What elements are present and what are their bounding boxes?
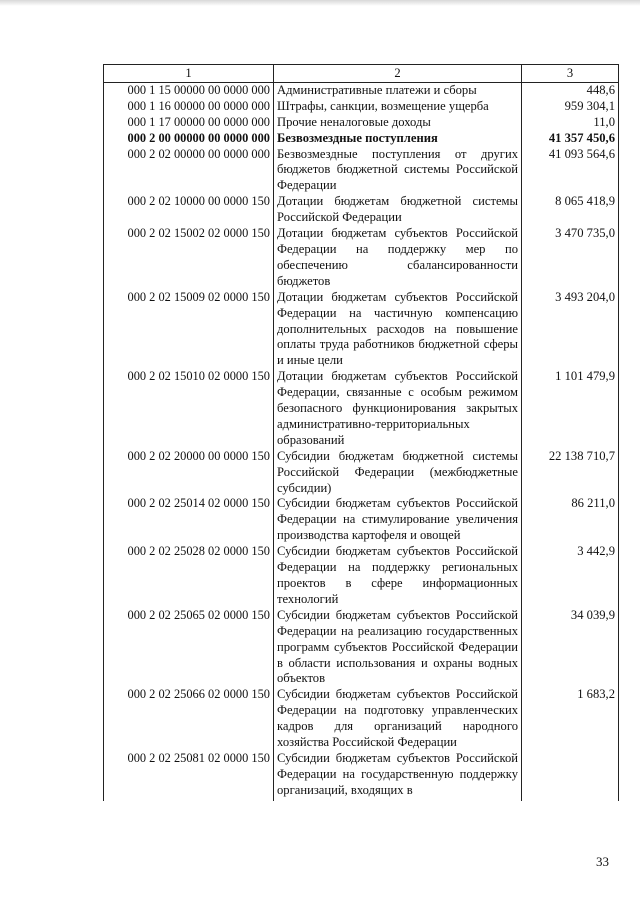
budget-code-cell: 000 2 02 15002 02 0000 150 xyxy=(104,226,274,290)
budget-code-cell: 000 1 15 00000 00 0000 000 xyxy=(104,82,274,98)
budget-code-cell: 000 2 02 15009 02 0000 150 xyxy=(104,290,274,370)
budget-code-cell: 000 2 02 25028 02 0000 150 xyxy=(104,544,274,608)
revenue-name-cell: Субсидии бюджетам субъектов Российской Федерации на поддержку региональных проектов в сфере информационных технологий xyxy=(274,544,522,608)
table-row xyxy=(104,226,619,290)
budget-code-cell: 000 1 16 00000 00 0000 000 xyxy=(104,99,274,115)
amount-cell: 8 065 418,9 xyxy=(522,194,619,226)
revenue-name-cell: Дотации бюджетам субъектов Российской Федерации, связанные с особым режимом безопасного функционирования закрытых административно-территориальных образований xyxy=(274,369,522,449)
table-row xyxy=(104,687,619,751)
table-row xyxy=(104,194,619,226)
revenue-name-cell: Безвозмездные поступления от других бюджетов бюджетной системы Российской Федерации xyxy=(274,147,522,195)
revenue-name-cell: Субсидии бюджетам бюджетной системы Российской Федерации (межбюджетные субсидии) xyxy=(274,449,522,497)
amount-cell: 41 357 450,6 xyxy=(522,131,619,147)
table-row xyxy=(104,115,619,131)
table-row xyxy=(104,131,619,147)
table-header-row xyxy=(104,65,619,83)
revenue-name-cell: Субсидии бюджетам субъектов Российской Федерации на государственную поддержку организаций, входящих в xyxy=(274,751,522,801)
table-row xyxy=(104,544,619,608)
revenue-name-cell: Дотации бюджетам субъектов Российской Федерации на частичную компенсацию дополнительных расходов на повышение оплаты труда работников бюджетной сферы и иные цели xyxy=(274,290,522,370)
budget-revenue-table xyxy=(103,64,619,801)
scan-top-edge xyxy=(0,0,640,6)
revenue-name-cell: Безвозмездные поступления xyxy=(274,131,522,147)
amount-cell: 11,0 xyxy=(522,115,619,131)
budget-code-cell: 000 2 02 25066 02 0000 150 xyxy=(104,687,274,751)
amount-cell: 3 470 735,0 xyxy=(522,226,619,290)
budget-code-cell: 000 2 02 25081 02 0000 150 xyxy=(104,751,274,801)
amount-cell xyxy=(522,751,619,801)
header-col-code: 1 xyxy=(104,65,274,83)
amount-cell: 22 138 710,7 xyxy=(522,449,619,497)
budget-code-cell: 000 2 02 00000 00 0000 000 xyxy=(104,147,274,195)
revenue-name-cell: Штрафы, санкции, возмещение ущерба xyxy=(274,99,522,115)
budget-code-cell: 000 2 00 00000 00 0000 000 xyxy=(104,131,274,147)
table-row xyxy=(104,449,619,497)
amount-cell: 3 442,9 xyxy=(522,544,619,608)
budget-code-cell: 000 1 17 00000 00 0000 000 xyxy=(104,115,274,131)
table-row xyxy=(104,751,619,801)
header-col-amount: 3 xyxy=(522,65,619,83)
revenue-name-cell: Административные платежи и сборы xyxy=(274,82,522,98)
table-body xyxy=(104,82,619,800)
table-row xyxy=(104,496,619,544)
budget-code-cell: 000 2 02 25014 02 0000 150 xyxy=(104,496,274,544)
revenue-name-cell: Дотации бюджетам субъектов Российской Федерации на поддержку мер по обеспечению сбалансированности бюджетов xyxy=(274,226,522,290)
amount-cell: 1 683,2 xyxy=(522,687,619,751)
revenue-name-cell: Субсидии бюджетам субъектов Российской Федерации на подготовку управленческих кадров для организаций народного хозяйства Российской Федерации xyxy=(274,687,522,751)
amount-cell: 1 101 479,9 xyxy=(522,369,619,449)
revenue-name-cell: Субсидии бюджетам субъектов Российской Федерации на реализацию государственных программ субъектов Российской Федерации в области использования и охраны водных объектов xyxy=(274,608,522,688)
header-col-name: 2 xyxy=(274,65,522,83)
budget-code-cell: 000 2 02 15010 02 0000 150 xyxy=(104,369,274,449)
page-number: 33 xyxy=(596,854,609,869)
table-row xyxy=(104,369,619,449)
table-row xyxy=(104,147,619,195)
amount-cell: 41 093 564,6 xyxy=(522,147,619,195)
amount-cell: 3 493 204,0 xyxy=(522,290,619,370)
amount-cell: 86 211,0 xyxy=(522,496,619,544)
revenue-name-cell: Дотации бюджетам бюджетной системы Российской Федерации xyxy=(274,194,522,226)
amount-cell: 959 304,1 xyxy=(522,99,619,115)
table-row xyxy=(104,608,619,688)
revenue-name-cell: Субсидии бюджетам субъектов Российской Федерации на стимулирование увеличения производства картофеля и овощей xyxy=(274,496,522,544)
budget-code-cell: 000 2 02 20000 00 0000 150 xyxy=(104,449,274,497)
amount-cell: 448,6 xyxy=(522,82,619,98)
table-row xyxy=(104,99,619,115)
budget-code-cell: 000 2 02 10000 00 0000 150 xyxy=(104,194,274,226)
amount-cell: 34 039,9 xyxy=(522,608,619,688)
revenue-name-cell: Прочие неналоговые доходы xyxy=(274,115,522,131)
table-row xyxy=(104,290,619,370)
table-row xyxy=(104,82,619,98)
budget-code-cell: 000 2 02 25065 02 0000 150 xyxy=(104,608,274,688)
